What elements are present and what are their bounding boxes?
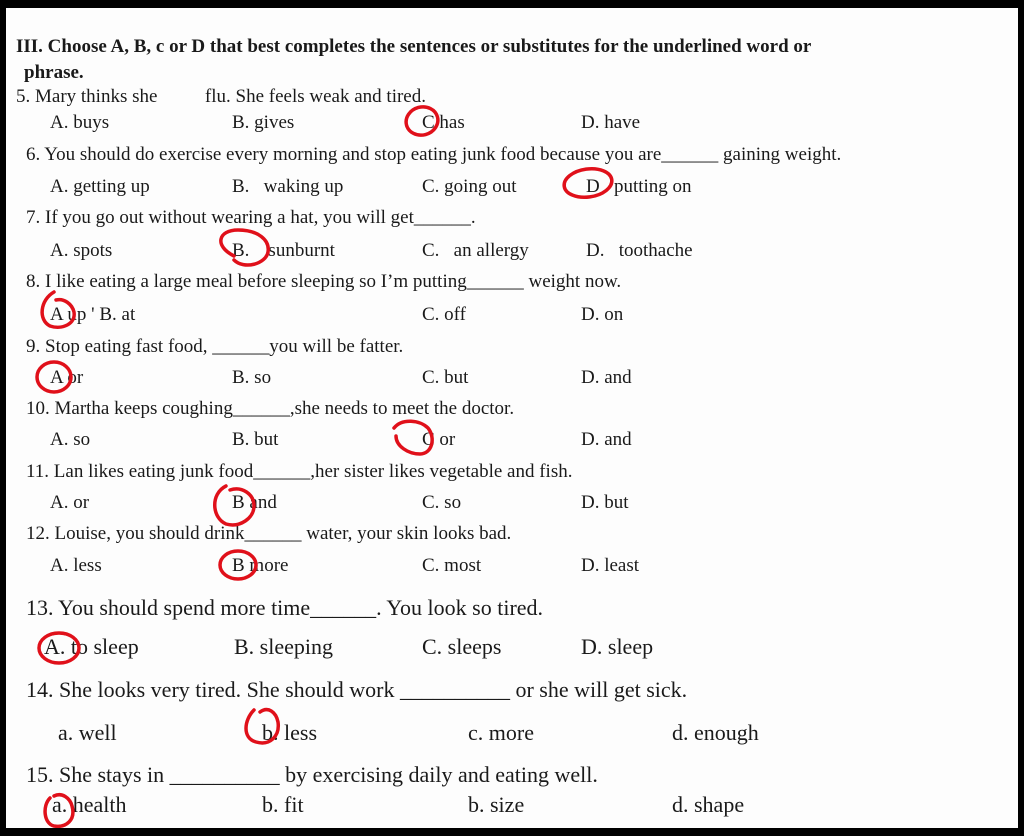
q14-option-d[interactable]: d. enough [672, 720, 759, 745]
q8-option-a-b[interactable]: A up ' B. at [50, 304, 136, 325]
q14-option-a[interactable]: a. well [58, 720, 117, 745]
q6-option-a[interactable]: A. getting up [50, 176, 150, 197]
q7-option-d[interactable]: D. toothache [586, 240, 693, 261]
q12-option-c[interactable]: C. most [422, 555, 482, 576]
q7-option-b[interactable]: B. sunburnt [232, 240, 335, 261]
q9-option-c[interactable]: C. but [422, 367, 469, 388]
q8-option-d[interactable]: D. on [581, 304, 624, 325]
question-11: 11. Lan likes eating junk food______,her sister likes vegetable and fish. [26, 461, 573, 482]
q7-option-c[interactable]: C. an allergy [422, 240, 529, 261]
q11-option-d[interactable]: D. but [581, 492, 629, 513]
q7-option-a[interactable]: A. spots [50, 240, 113, 261]
q15-option-d[interactable]: d. shape [672, 792, 745, 817]
question-7: 7. If you go out without wearing a hat, you will get______. [26, 207, 476, 228]
q10-option-a[interactable]: A. so [50, 429, 91, 450]
question-8: 8. I like eating a large meal before sleeping so I’m putting______ weight now. [26, 271, 622, 292]
q6-option-c[interactable]: C. going out [422, 176, 517, 197]
q5-option-c[interactable]: C has [422, 112, 465, 133]
section-title-line2: phrase. [24, 62, 84, 83]
q11-option-b[interactable]: B and [232, 492, 277, 513]
q9-option-a[interactable]: A or [50, 367, 84, 388]
q13-option-b[interactable]: B. sleeping [234, 634, 333, 659]
q12-option-a[interactable]: A. less [50, 555, 102, 576]
q5-option-a[interactable]: A. buys [50, 112, 110, 133]
q5-option-d[interactable]: D. have [581, 112, 641, 133]
q9-option-b[interactable]: B. so [232, 367, 272, 388]
q14-option-b[interactable]: b. less [262, 720, 317, 745]
q13-option-c[interactable]: C. sleeps [422, 634, 502, 659]
question-9: 9. Stop eating fast food, ______you will be fatter. [26, 336, 404, 357]
question-6: 6. You should do exercise every morning and stop eating junk food because you are______ gaining weight. [26, 144, 842, 165]
question-12: 12. Louise, you should drink______ water, your skin looks bad. [26, 523, 512, 544]
q12-option-b[interactable]: B more [232, 555, 289, 576]
q10-option-b[interactable]: B. but [232, 429, 279, 450]
question-10: 10. Martha keeps coughing______,she needs to meet the doctor. [26, 398, 515, 419]
question-14: 14. She looks very tired. She should work __________ or she will get sick. [26, 677, 688, 702]
section-title-line1: III. Choose A, B, c or D that best completes the sentences or substitutes for the underlined word or [16, 36, 812, 57]
q15-option-c[interactable]: b. size [468, 792, 525, 817]
q10-option-d[interactable]: D. and [581, 429, 632, 450]
worksheet-page [6, 8, 1018, 828]
q6-option-b[interactable]: B. waking up [232, 176, 344, 197]
question-13: 13. You should spend more time______. You look so tired. [26, 595, 544, 620]
question-15: 15. She stays in __________ by exercising daily and eating well. [26, 762, 598, 787]
q13-option-a[interactable]: A. to sleep [44, 634, 139, 659]
q10-option-c[interactable]: C or [422, 429, 456, 450]
q11-option-c[interactable]: C. so [422, 492, 462, 513]
q6-option-d[interactable]: D putting on [586, 176, 692, 197]
q5-option-b[interactable]: B. gives [232, 112, 295, 133]
q14-option-c[interactable]: c. more [468, 720, 534, 745]
q15-option-a[interactable]: a. health [52, 792, 127, 817]
q9-option-d[interactable]: D. and [581, 367, 632, 388]
q13-option-d[interactable]: D. sleep [581, 634, 654, 659]
q12-option-d[interactable]: D. least [581, 555, 640, 576]
q11-option-a[interactable]: A. or [50, 492, 90, 513]
question-5: 5. Mary thinks she flu. She feels weak and tired. [16, 86, 426, 107]
q8-option-c[interactable]: C. off [422, 304, 466, 325]
q15-option-b[interactable]: b. fit [262, 792, 304, 817]
